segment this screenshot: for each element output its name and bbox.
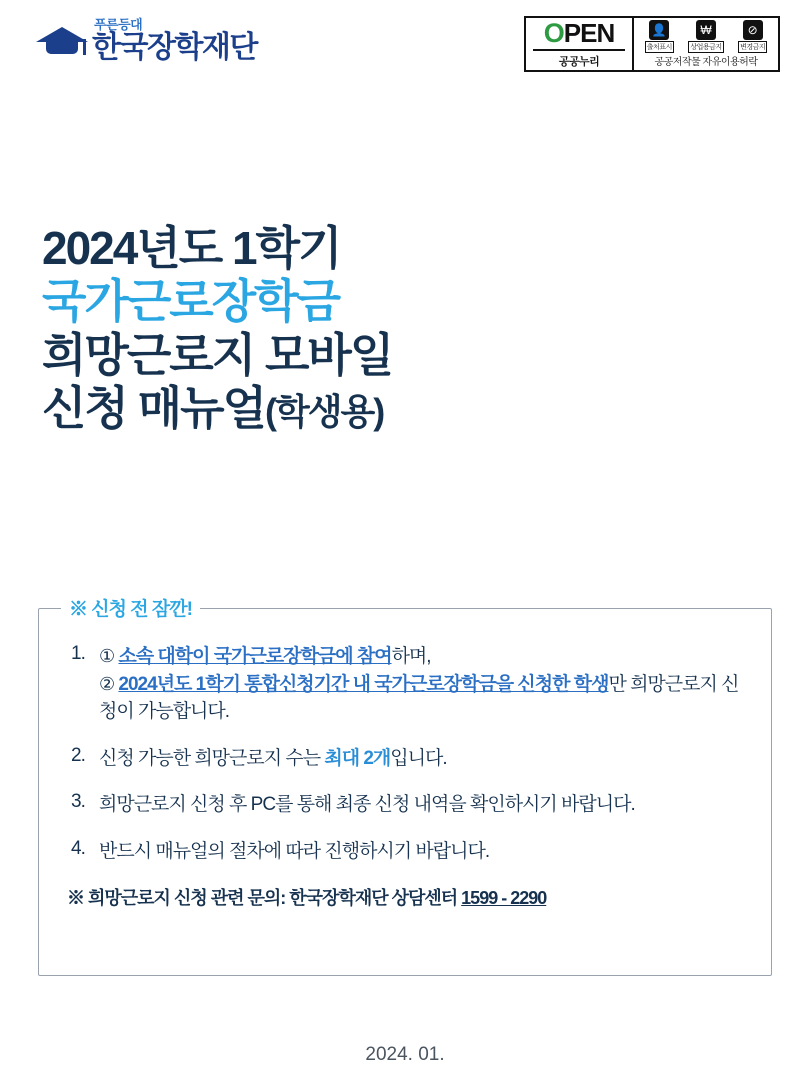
notice-box xyxy=(38,599,772,976)
notice-link-2: 2024년도 1학기 통합신청기간 내 국가근로장학금을 신청한 학생 xyxy=(118,673,609,695)
graduation-cap-icon xyxy=(36,19,88,63)
no-commercial-caption: 상업용금지 xyxy=(688,41,723,53)
kogl-nuri-label: 공공누리 xyxy=(558,55,600,68)
title-line-4 xyxy=(42,382,392,435)
title-line-4-sub: (학생용) xyxy=(264,391,384,433)
notice-tail-1: 하며, xyxy=(391,646,431,667)
kogl-divider xyxy=(533,49,625,51)
title-line-3: 희망근로지 모바일 xyxy=(42,328,393,381)
notice-item2-pre: 신청 가능한 희망근로지 수는 xyxy=(99,747,325,769)
list-item-text: 희망근로지 신청 후 PC를 통해 최종 신청 내역을 확인하시기 바랍니다. xyxy=(99,794,635,816)
notice-tail-2: 만 희망근로지 신청이 가능합니다. xyxy=(99,673,739,723)
marker-circled-1: ① xyxy=(99,646,115,666)
list-item-text xyxy=(99,745,447,773)
no-derivative-icon xyxy=(731,20,775,53)
logo-main-text: 한국장학재단 xyxy=(92,31,257,64)
footnote-prefix: ※ 희망근로지 신청 관련 문의: xyxy=(67,888,290,909)
no-commercial-glyph: ₩ xyxy=(696,20,716,40)
list-item xyxy=(65,791,745,819)
kogl-condition-block xyxy=(634,18,778,70)
kogl-open-block xyxy=(526,18,634,70)
title-line-1: 2024년도 1학기 xyxy=(42,222,341,274)
notice-list xyxy=(65,643,745,865)
notice-item2-post: 입니다. xyxy=(390,747,447,769)
kogl-note-text: 공공저작물 자유이용허락 xyxy=(654,57,758,68)
list-item-number: 1. xyxy=(71,643,85,664)
list-item-text: 반드시 매뉴얼의 절차에 따라 진행하시기 바랍니다. xyxy=(99,840,490,862)
footnote-phone-number: 1599 - 2290 xyxy=(461,888,547,909)
list-item-text xyxy=(99,643,745,726)
list-item xyxy=(65,745,745,773)
open-wordmark xyxy=(543,17,615,48)
list-item-number: 3. xyxy=(71,791,85,813)
list-item-number: 2. xyxy=(71,744,85,766)
list-item xyxy=(65,643,745,726)
kogl-open-license-mark xyxy=(524,16,780,72)
document-date: 2024. 01. xyxy=(365,1044,445,1065)
open-pen-letters: PEN xyxy=(563,18,615,48)
notice-legend: ※ 신청 전 잠깐! xyxy=(61,594,200,621)
marker-circled-2: ② xyxy=(99,673,115,694)
footnote-center-name: 한국장학재단 상담센터 xyxy=(289,888,462,909)
open-o-letter: O xyxy=(543,17,564,48)
kosaf-logo xyxy=(36,18,257,63)
notice-footnote xyxy=(65,884,745,910)
page-header xyxy=(0,0,810,100)
title-line-2: 국가근로장학금 xyxy=(42,275,340,328)
logo-sub-text: 푸른등대 xyxy=(94,17,143,32)
no-derivative-caption: 변경금지 xyxy=(738,41,767,53)
no-commercial-icon xyxy=(684,20,728,53)
title-line-4-main: 신청 매뉴얼 xyxy=(42,382,265,435)
attribution-icon xyxy=(637,20,681,53)
no-derivative-glyph: ⊘ xyxy=(743,20,763,40)
list-item-number: 4. xyxy=(71,837,85,859)
attribution-caption: 출처표시 xyxy=(645,41,674,53)
list-item xyxy=(65,838,745,866)
notice-link-1: 소속 대학이 국가근로장학금에 참여 xyxy=(118,646,392,667)
attribution-glyph: 👤 xyxy=(649,20,669,40)
notice-item2-highlight: 최대 2개 xyxy=(324,747,391,769)
document-title xyxy=(42,222,392,435)
